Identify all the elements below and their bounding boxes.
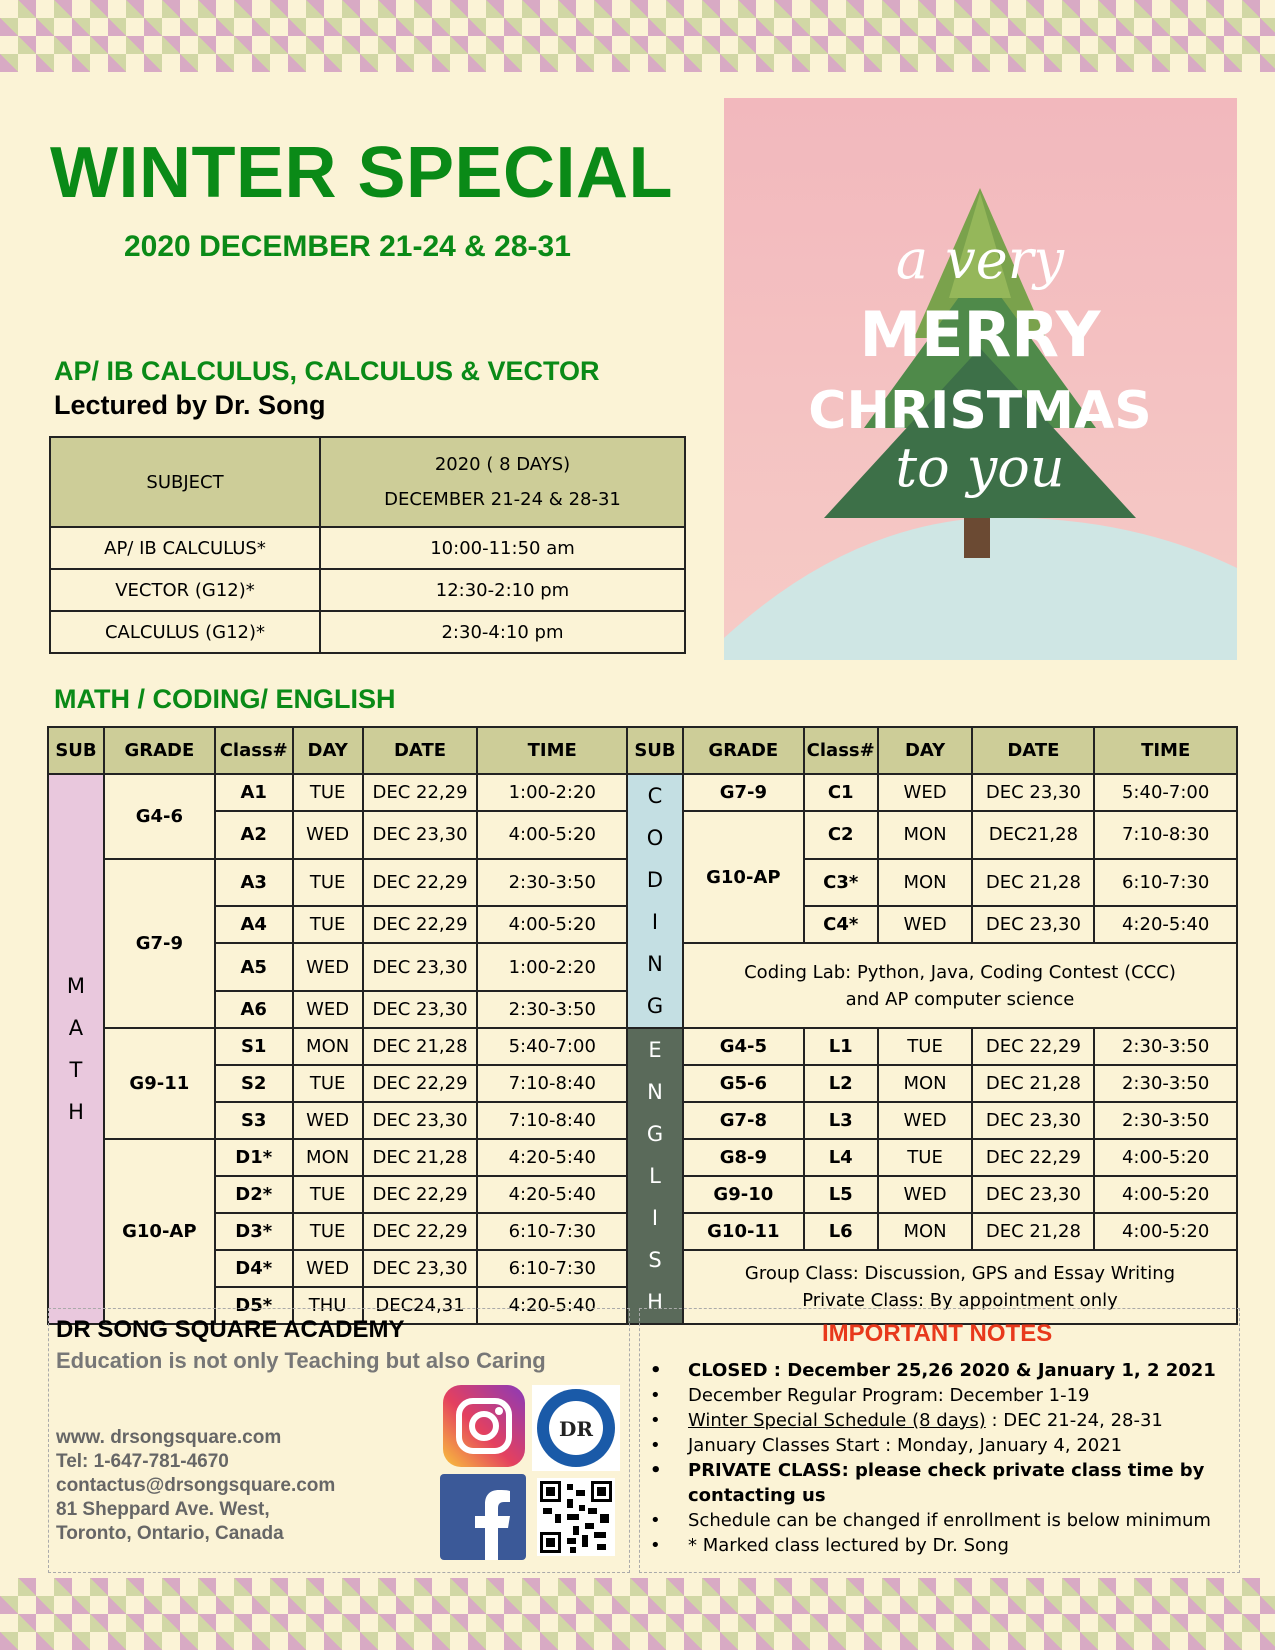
date-cell: DEC21,28 [972, 811, 1094, 859]
grade-cell: G7-9 [104, 859, 215, 1028]
date-cell: DEC 22,29 [363, 1176, 478, 1213]
grade-cell: G10-AP [104, 1139, 215, 1324]
schedule-heading: MATH / CODING/ ENGLISH [54, 684, 396, 714]
grade-cell: G7-8 [683, 1102, 804, 1139]
diamond-pattern-bottom [0, 1578, 1275, 1650]
time-cell: 5:40-7:00 [1094, 774, 1237, 811]
list-item: • PRIVATE CLASS: please check private class time by contacting us [650, 1458, 1240, 1508]
class-cell: S1 [215, 1028, 293, 1065]
table-row [50, 569, 685, 611]
day-cell: TUE [293, 1176, 363, 1213]
schedule-link-text: Winter Special Schedule (8 days) [688, 1410, 986, 1431]
grade-cell: G10-11 [683, 1213, 804, 1250]
day-cell: MON [878, 1213, 973, 1250]
grade-cell: G10-AP [683, 811, 804, 943]
class-cell: D2* [215, 1176, 293, 1213]
address-line-2: Toronto, Ontario, Canada [56, 1523, 284, 1544]
date-cell: DEC 22,29 [363, 1065, 478, 1102]
date-cell: DEC 21,28 [972, 1065, 1094, 1102]
header-cell: DAY [293, 727, 363, 774]
header-cell: GRADE [104, 727, 215, 774]
english-note-line2: Private Class: By appointment only [802, 1290, 1118, 1311]
notes-list [650, 1358, 1240, 1558]
logo-text: DR [559, 1417, 593, 1441]
diamond-pattern-top [0, 0, 1275, 72]
time-cell: 2:30-3:50 [1094, 1102, 1237, 1139]
list-item: • Schedule can be changed if enrollment is below minimum [650, 1508, 1240, 1533]
time-cell: 7:10-8:30 [1094, 811, 1237, 859]
label-letter: D [646, 868, 664, 892]
time-cell: 4:00-5:20 [1094, 1213, 1237, 1250]
day-cell: MON [878, 811, 973, 859]
class-cell: L4 [804, 1139, 878, 1176]
lecturer-label: Lectured by Dr. Song [54, 390, 326, 420]
time-cell: 4:00-5:20 [1094, 1139, 1237, 1176]
day-cell: WED [878, 1176, 973, 1213]
date-cell: DEC24,31 [363, 1287, 478, 1324]
date-cell: DEC 22,29 [363, 1213, 478, 1250]
time-cell: 5:40-7:00 [477, 1028, 627, 1065]
subject-cell: AP/ IB CALCULUS* [50, 527, 320, 569]
day-cell: WED [293, 811, 363, 859]
time-cell: 1:00-2:20 [477, 943, 627, 991]
math-sub-label [48, 774, 104, 1324]
english-note-line1: Group Class: Discussion, GPS and Essay Writing [744, 1263, 1176, 1284]
grade-cell: G9-11 [104, 1028, 215, 1139]
date-cell: DEC 23,30 [972, 1176, 1094, 1213]
label-letter: H [68, 1100, 84, 1124]
grade-cell: G5-6 [683, 1065, 804, 1102]
date-cell: DEC 23,30 [363, 1250, 478, 1287]
christmas-card-image [724, 98, 1237, 660]
grade-cell: G9-10 [683, 1176, 804, 1213]
time-cell: 2:30-4:10 pm [320, 611, 685, 653]
day-cell: TUE [293, 1065, 363, 1102]
time-cell: 4:20-5:40 [1094, 906, 1237, 943]
header-cell: TIME [477, 727, 627, 774]
time-cell: 4:00-5:20 [477, 906, 627, 943]
class-cell: L6 [804, 1213, 878, 1250]
time-cell: 6:10-7:30 [1094, 859, 1237, 907]
time-cell: 7:10-8:40 [477, 1102, 627, 1139]
day-cell: WED [878, 906, 973, 943]
day-cell: TUE [293, 859, 363, 907]
time-header [320, 437, 685, 527]
list-item [650, 1408, 1240, 1433]
day-cell: TUE [878, 1028, 973, 1065]
qr-code-icon [537, 1478, 615, 1556]
academy-logo-icon [532, 1385, 620, 1471]
time-cell: 2:30-3:50 [1094, 1065, 1237, 1102]
coding-note-line2: and AP computer science [845, 988, 1075, 1010]
day-cell: TUE [878, 1139, 973, 1176]
class-cell: A5 [215, 943, 293, 991]
header-cell: GRADE [683, 727, 804, 774]
schedule-dates-text: : DEC 21-24, 28-31 [985, 1410, 1163, 1431]
grade-cell: G4-6 [104, 774, 215, 859]
class-cell: D5* [215, 1287, 293, 1324]
instagram-icon[interactable] [443, 1385, 525, 1467]
label-letter: I [651, 1206, 659, 1230]
date-cell: DEC 22,29 [363, 859, 478, 907]
day-cell: MON [878, 859, 973, 907]
time-cell: 1:00-2:20 [477, 774, 627, 811]
class-cell: D1* [215, 1139, 293, 1176]
calculus-table [49, 436, 686, 654]
label-letter: E [648, 1038, 662, 1062]
card-line-1: a very [895, 228, 1065, 291]
class-cell: A4 [215, 906, 293, 943]
card-line-2: MERRY [859, 298, 1101, 371]
list-item: • January Classes Start : Monday, January 4, 2021 [650, 1433, 1240, 1458]
coding-sub-label [627, 774, 683, 1028]
table-row [48, 774, 1237, 811]
day-cell: WED [878, 1102, 973, 1139]
label-letter: S [648, 1248, 662, 1272]
date-cell: DEC 23,30 [972, 906, 1094, 943]
day-cell: WED [293, 1250, 363, 1287]
table-row [48, 1028, 1237, 1065]
date-cell: DEC 22,29 [363, 774, 478, 811]
class-cell: C2 [804, 811, 878, 859]
schedule-table [47, 726, 1238, 1325]
calculus-heading: AP/ IB CALCULUS, CALCULUS & VECTOR [54, 356, 600, 386]
class-cell: S2 [215, 1065, 293, 1102]
class-cell: S3 [215, 1102, 293, 1139]
class-cell: A6 [215, 991, 293, 1028]
time-cell: 4:00-5:20 [1094, 1176, 1237, 1213]
table-row [50, 527, 685, 569]
website-link[interactable]: www. drsongsquare.com [56, 1427, 282, 1448]
date-cell: DEC 22,29 [972, 1028, 1094, 1065]
header-cell: DATE [972, 727, 1094, 774]
header-cell: DATE [363, 727, 478, 774]
label-letter: I [651, 910, 659, 934]
label-letter: G [646, 994, 664, 1018]
date-cell: DEC 23,30 [363, 943, 478, 991]
date-cell: DEC 23,30 [972, 774, 1094, 811]
date-cell: DEC 23,30 [972, 1102, 1094, 1139]
class-cell: L2 [804, 1065, 878, 1102]
class-cell: D3* [215, 1213, 293, 1250]
table-row [50, 611, 685, 653]
subject-header: SUBJECT [50, 437, 320, 527]
label-letter: N [647, 1080, 663, 1104]
label-letter: G [646, 1122, 664, 1146]
day-cell: WED [293, 991, 363, 1028]
time-cell: 2:30-3:50 [1094, 1028, 1237, 1065]
day-cell: MON [878, 1065, 973, 1102]
time-cell: 2:30-3:50 [477, 859, 627, 907]
card-line-3: CHRISTMAS [808, 381, 1152, 441]
english-sub-label [627, 1028, 683, 1324]
header-cell: Class# [215, 727, 293, 774]
time-cell: 6:10-7:30 [477, 1250, 627, 1287]
class-cell: A2 [215, 811, 293, 859]
date-cell: DEC 22,29 [972, 1139, 1094, 1176]
page-title: WINTER SPECIAL [50, 133, 674, 213]
grade-cell: G4-5 [683, 1028, 804, 1065]
day-cell: THU [293, 1287, 363, 1324]
class-cell: A1 [215, 774, 293, 811]
list-item: • CLOSED : December 25,26 2020 & January 1, 2 2021 [650, 1358, 1240, 1383]
date-cell: DEC 21,28 [363, 1028, 478, 1065]
day-cell: TUE [293, 774, 363, 811]
notes-heading: IMPORTANT NOTES [822, 1320, 1053, 1347]
time-cell: 7:10-8:40 [477, 1065, 627, 1102]
facebook-icon[interactable] [440, 1474, 526, 1560]
day-cell: TUE [293, 906, 363, 943]
time-cell: 4:20-5:40 [477, 1287, 627, 1324]
phone-number[interactable]: Tel: 1-647-781-4670 [56, 1451, 229, 1472]
day-cell: WED [878, 774, 973, 811]
schedule-header-row [48, 727, 1237, 774]
label-letter: A [68, 1016, 84, 1040]
header-cell: Class# [804, 727, 878, 774]
grade-cell: G7-9 [683, 774, 804, 811]
label-letter: N [647, 952, 663, 976]
address-line-1: 81 Sheppard Ave. West, [56, 1499, 270, 1520]
card-line-4: to you [895, 436, 1065, 499]
label-letter: O [646, 826, 664, 850]
day-cell: MON [293, 1028, 363, 1065]
subject-cell: CALCULUS (G12)* [50, 611, 320, 653]
time-cell: 4:20-5:40 [477, 1139, 627, 1176]
date-cell: DEC 23,30 [363, 991, 478, 1028]
label-letter: T [69, 1058, 83, 1082]
class-cell: C1 [804, 774, 878, 811]
coding-note-line1: Coding Lab: Python, Java, Coding Contest (CCC) [744, 961, 1176, 983]
header-cell: SUB [48, 727, 104, 774]
date-cell: DEC 21,28 [363, 1139, 478, 1176]
time-cell: 4:20-5:40 [477, 1176, 627, 1213]
day-cell: WED [293, 943, 363, 991]
day-cell: WED [293, 1102, 363, 1139]
academy-name: DR SONG SQUARE ACADEMY [56, 1316, 405, 1343]
class-cell: L3 [804, 1102, 878, 1139]
day-cell: MON [293, 1139, 363, 1176]
class-cell: A3 [215, 859, 293, 907]
label-letter: L [649, 1164, 661, 1188]
email-link[interactable]: contactus@drsongsquare.com [56, 1475, 336, 1496]
date-cell: DEC 21,28 [972, 1213, 1094, 1250]
page-subtitle: 2020 DECEMBER 21-24 & 28-31 [124, 230, 571, 263]
date-cell: DEC 23,30 [363, 1102, 478, 1139]
time-cell: 4:00-5:20 [477, 811, 627, 859]
date-cell: DEC 21,28 [972, 859, 1094, 907]
time-header-line1: 2020 ( 8 DAYS) [434, 454, 571, 475]
academy-tagline: Education is not only Teaching but also Caring [56, 1348, 546, 1373]
class-cell: L1 [804, 1028, 878, 1065]
coding-note [683, 943, 1237, 1028]
label-letter: C [647, 784, 663, 808]
class-cell: L5 [804, 1176, 878, 1213]
header-cell: TIME [1094, 727, 1237, 774]
date-cell: DEC 22,29 [363, 906, 478, 943]
label-letter: M [66, 974, 86, 998]
time-header-line2: DECEMBER 21-24 & 28-31 [384, 489, 621, 510]
day-cell: TUE [293, 1213, 363, 1250]
header-cell: SUB [627, 727, 683, 774]
list-item: • * Marked class lectured by Dr. Song [650, 1533, 1240, 1558]
time-cell: 6:10-7:30 [477, 1213, 627, 1250]
time-cell: 12:30-2:10 pm [320, 569, 685, 611]
time-cell: 10:00-11:50 am [320, 527, 685, 569]
grade-cell: G8-9 [683, 1139, 804, 1176]
list-item: • December Regular Program: December 1-19 [650, 1383, 1240, 1408]
subject-cell: VECTOR (G12)* [50, 569, 320, 611]
time-cell: 2:30-3:50 [477, 991, 627, 1028]
header-cell: DAY [878, 727, 973, 774]
class-cell: D4* [215, 1250, 293, 1287]
class-cell: C3* [804, 859, 878, 907]
label-letter: H [647, 1290, 663, 1314]
class-cell: C4* [804, 906, 878, 943]
date-cell: DEC 23,30 [363, 811, 478, 859]
